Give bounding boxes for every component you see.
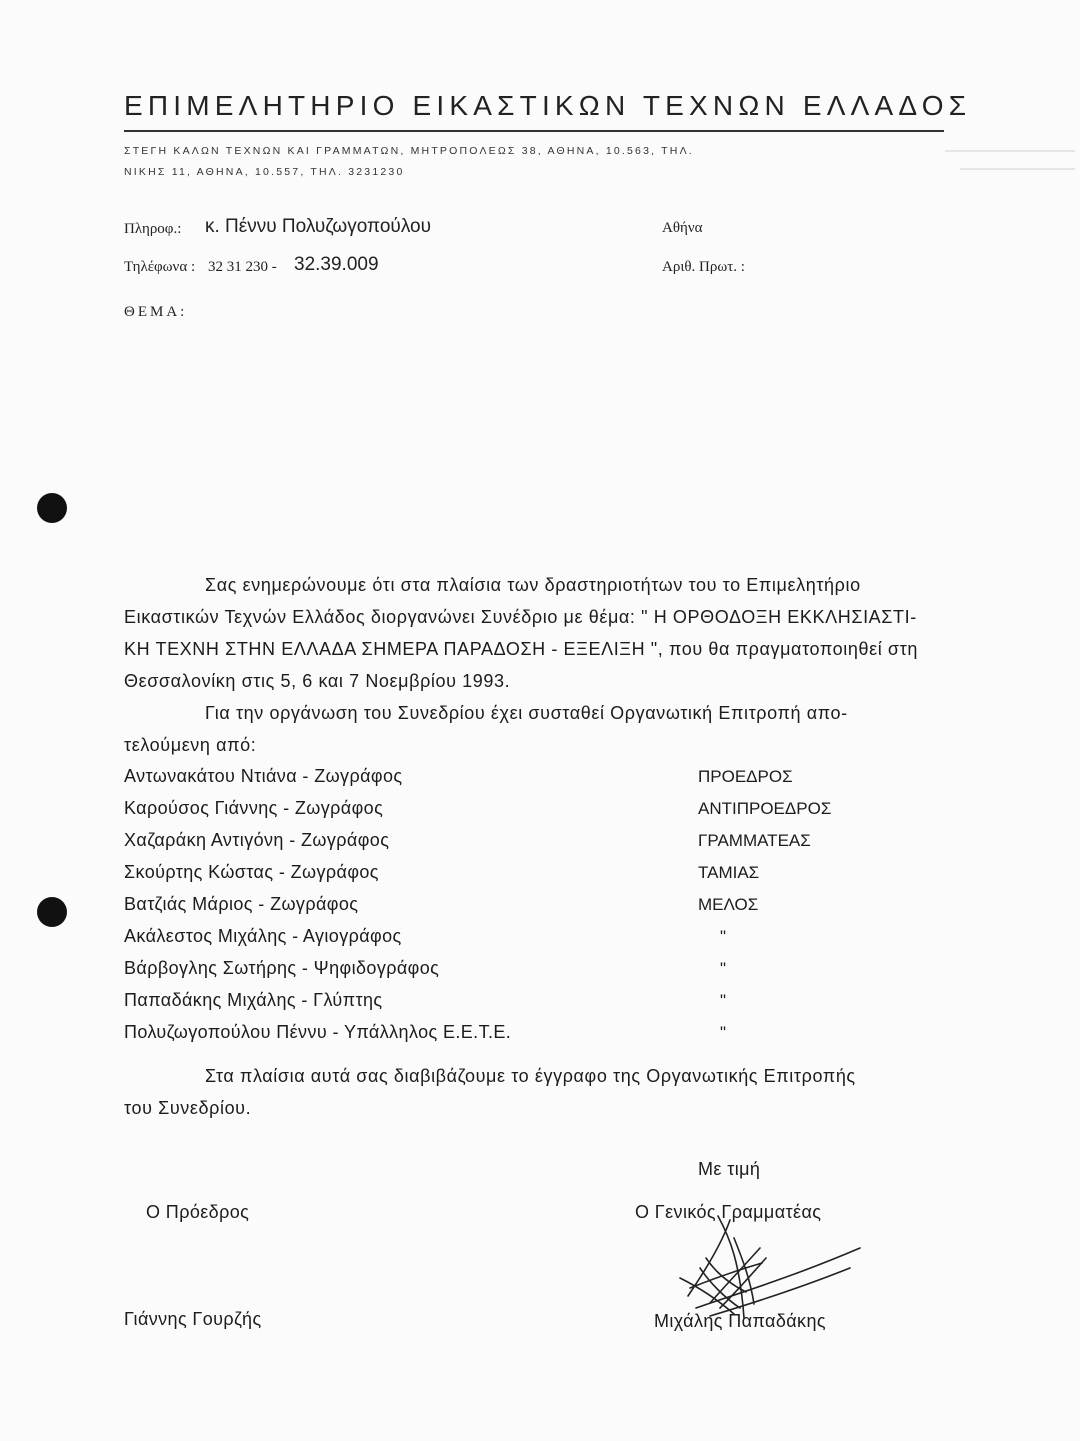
body-line: Εικαστικών Τεχνών Ελλάδος διοργανώνει Συνέδριο με θέμα: " Η ΟΡΘΟΔΟΞΗ ΕΚΚΛΗΣΙΑΣΤΙ-	[124, 607, 917, 627]
closing-line: Στα πλαίσια αυτά σας διαβιβάζουμε το έγγραφο της Οργανωτικής Επιτροπής	[205, 1066, 856, 1086]
member-name: Ακάλεστος Μιχάλης - Αγιογράφος	[124, 926, 402, 946]
scan-artifact-line	[945, 150, 1075, 152]
protocol-label: Αριθ. Πρωτ. :	[662, 259, 745, 275]
signature-left-name: Γιάννης Γουρζής	[124, 1309, 262, 1329]
member-role-ditto: "	[720, 927, 727, 946]
signature-left-title: Ο Πρόεδρος	[146, 1202, 250, 1222]
body-line: Για την οργάνωση του Συνεδρίου έχει συσταθεί Οργανωτική Επιτροπή απο-	[205, 703, 848, 723]
subject-label: ΘΕΜΑ:	[124, 304, 188, 320]
org-title: ΕΠΙΜΕΛΗΤΗΡΙΟ ΕΙΚΑΣΤΙΚΩΝ ΤΕΧΝΩΝ ΕΛΛΑΔΟΣ	[124, 90, 972, 121]
scan-artifact-line	[960, 168, 1075, 170]
member-name: Καρούσος Γιάννης - Ζωγράφος	[124, 798, 384, 818]
member-name: Χαζαράκη Αντιγόνη - Ζωγράφος	[124, 830, 390, 850]
phone-value-1: 32 31 230 -	[208, 259, 277, 275]
member-name: Βάρβογλης Σωτήρης - Ψηφιδογράφος	[124, 958, 440, 978]
member-role: ΠΡΟΕΔΡΟΣ	[698, 767, 793, 786]
member-name: Αντωνακάτου Ντιάνα - Ζωγράφος	[124, 766, 403, 786]
body-line: Σας ενημερώνουμε ότι στα πλαίσια των δραστηριοτήτων του το Επιμελητήριο	[205, 575, 861, 595]
body-line: τελούμενη από:	[124, 735, 257, 755]
member-role-ditto: "	[720, 991, 727, 1010]
regards: Με τιμή	[698, 1159, 761, 1179]
member-name: Πολυζωγοπούλου Πέννυ - Υπάλληλος Ε.Ε.Τ.Ε.	[124, 1022, 512, 1042]
info-contact-name: κ. Πέννυ Πολυζωγοπούλου	[205, 216, 431, 237]
member-name: Σκούρτης Κώστας - Ζωγράφος	[124, 862, 379, 882]
member-name: Βατζιάς Μάριος - Ζωγράφος	[124, 894, 359, 914]
signature-right-title: Ο Γενικός Γραμματέας	[635, 1202, 822, 1222]
closing-line: του Συνεδρίου.	[124, 1098, 252, 1118]
phone-label: Τηλέφωνα :	[124, 259, 196, 275]
member-role: ΤΑΜΙΑΣ	[698, 863, 760, 882]
member-role: ΑΝΤΙΠΡΟΕΔΡΟΣ	[698, 799, 832, 818]
member-role: ΜΕΛΟΣ	[698, 895, 759, 914]
header-rule	[124, 130, 944, 132]
phone-value-2: 32.39.009	[294, 254, 379, 275]
member-role-ditto: "	[720, 959, 727, 978]
city-label: Αθήνα	[662, 220, 703, 236]
body-line: Θεσσαλονίκη στις 5, 6 και 7 Νοεμβρίου 1993.	[124, 671, 511, 691]
member-name: Παπαδάκης Μιχάλης - Γλύπτης	[124, 990, 383, 1010]
address-line-2: ΝΙΚΗΣ 11, ΑΘΗΝΑ, 10.557, ΤΗΛ. 3231230	[124, 166, 405, 178]
member-role: ΓΡΑΜΜΑΤΕΑΣ	[698, 831, 811, 850]
punch-hole	[37, 897, 67, 927]
address-line-1: ΣΤΕΓΗ ΚΑΛΩΝ ΤΕΧΝΩΝ ΚΑΙ ΓΡΑΜΜΑΤΩΝ, ΜΗΤΡΟΠΟΛΕΩΣ 38, ΑΘΗΝΑ, 10.563, ΤΗΛ.	[124, 145, 694, 157]
member-role-ditto: "	[720, 1023, 727, 1042]
body-line: ΚΗ ΤΕΧΝΗ ΣΤΗΝ ΕΛΛΑΔΑ ΣΗΜΕΡΑ ΠΑΡΑΔΟΣΗ - ΕΞΕΛΙΞΗ ", που θα πραγματοποιηθεί στη	[124, 639, 918, 659]
handwritten-signature	[670, 1208, 870, 1338]
punch-hole	[37, 493, 67, 523]
signature-right-name: Μιχάλης Παπαδάκης	[654, 1311, 826, 1331]
info-label: Πληροφ.:	[124, 221, 182, 237]
